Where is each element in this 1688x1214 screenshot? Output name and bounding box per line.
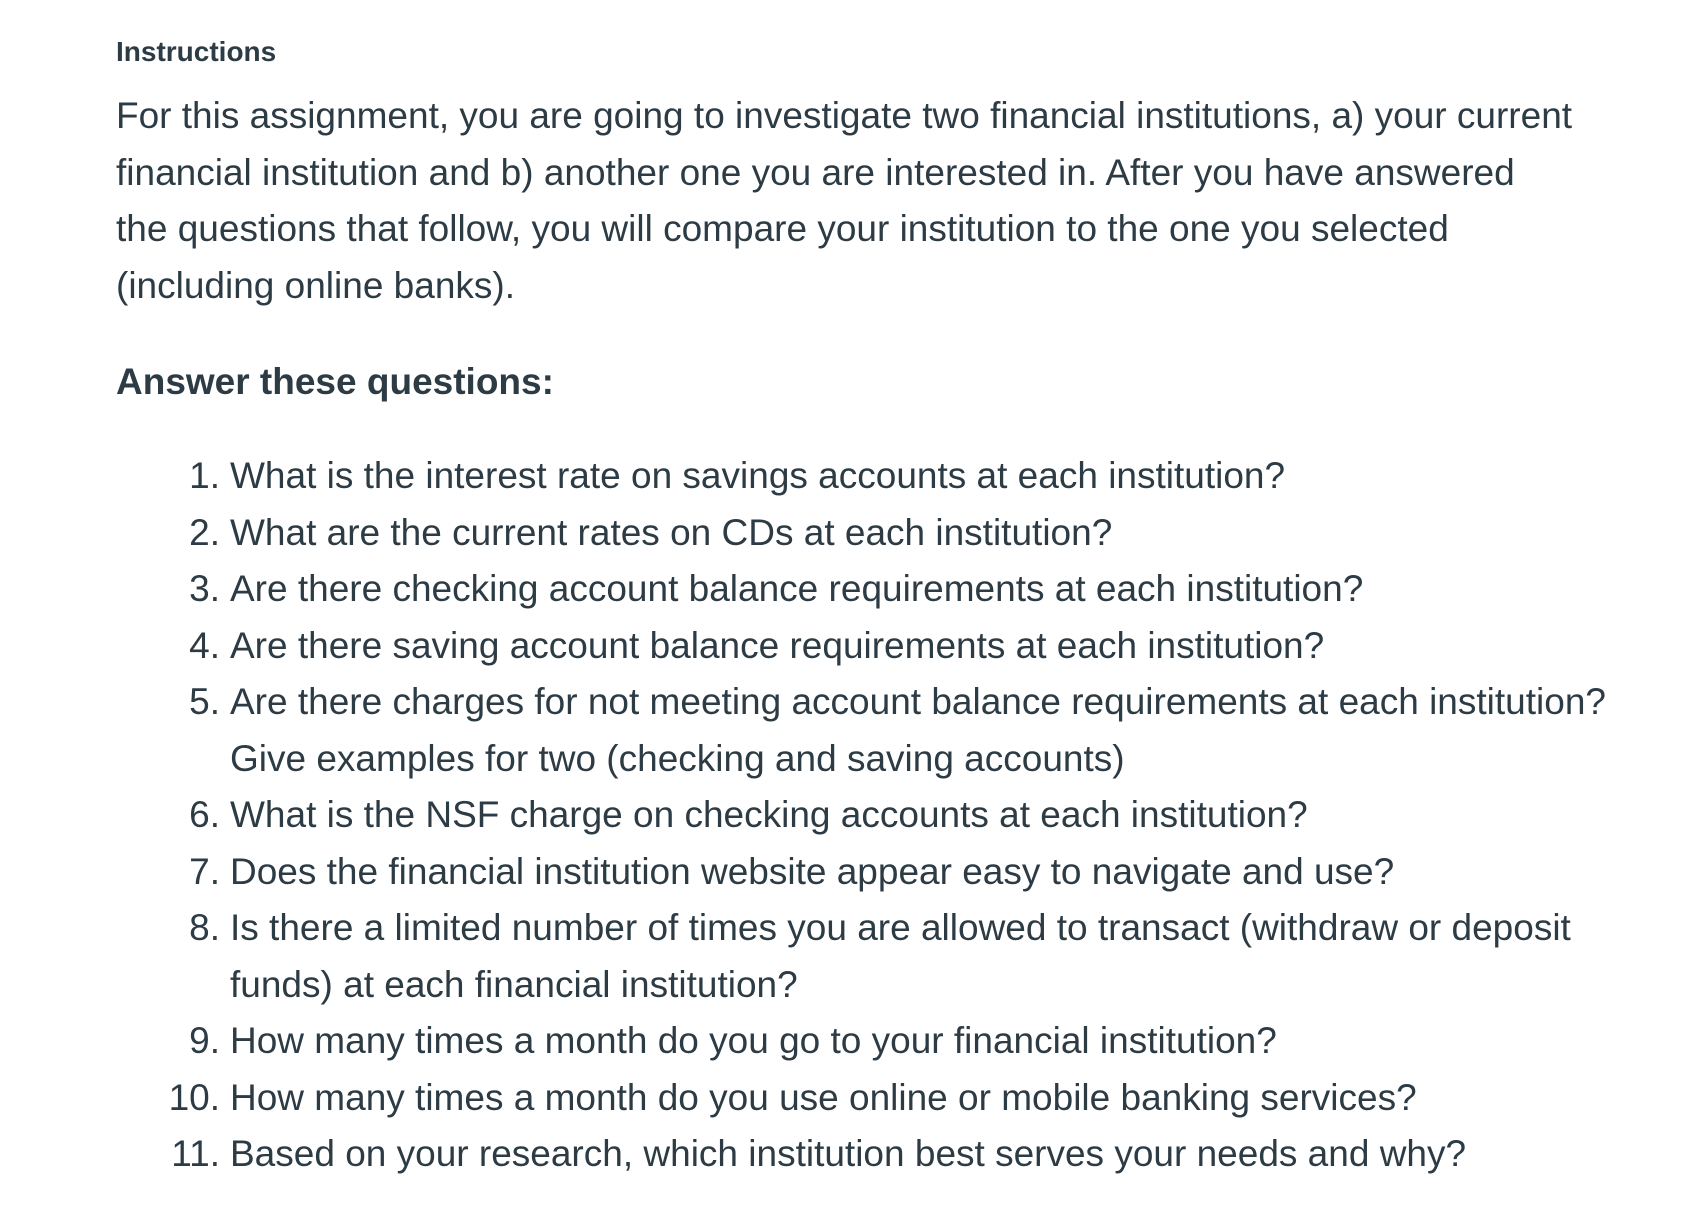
question-number: 8.: [189, 907, 220, 948]
question-item: [189, 561, 1610, 618]
question-item: [189, 618, 1610, 675]
question-item: [189, 448, 1610, 505]
question-item: [189, 787, 1610, 844]
question-text: Based on your research, which institution best serves your needs and why?: [230, 1133, 1467, 1174]
question-item: [189, 505, 1610, 562]
question-number: 2.: [189, 511, 220, 553]
question-number: 11.: [171, 1133, 220, 1174]
question-number: 4.: [189, 624, 220, 666]
question-item: [189, 900, 1610, 1013]
question-number: 5.: [189, 681, 220, 722]
question-number: 6.: [189, 794, 220, 835]
question-number: 10.: [168, 1076, 220, 1118]
question-text: What are the current rates on CDs at each institution?: [230, 511, 1113, 553]
question-item: [189, 674, 1610, 787]
question-text: Are there saving account balance requirements at each institution?: [230, 624, 1325, 666]
question-text: How many times a month do you use online or mobile banking services?: [230, 1076, 1417, 1118]
question-text: Does the financial institution website appear easy to navigate and use?: [230, 850, 1395, 892]
question-number: 7.: [189, 850, 220, 892]
question-item: [171, 1126, 1610, 1183]
question-text: Are there charges for not meeting account balance requirements at each institution? Give examples for two (checking and saving accounts): [230, 681, 1606, 779]
answer-heading: Answer these questions:: [116, 361, 554, 402]
question-item: [189, 1013, 1610, 1070]
question-number: 9.: [189, 1020, 220, 1061]
question-item: [168, 1070, 1610, 1127]
question-text: What is the interest rate on savings accounts at each institution?: [230, 455, 1286, 496]
question-text: What is the NSF charge on checking accounts at each institution?: [230, 794, 1308, 835]
question-number: 1.: [189, 455, 220, 496]
question-list: [168, 448, 1610, 1183]
question-text: How many times a month do you go to your financial institution?: [230, 1020, 1277, 1061]
section-title: Instructions: [116, 36, 277, 67]
intro-paragraph: For this assignment, you are going to investigate two financial institutions, a) your current financial institution and b) another one you are interested in. After you have answered the questions that follow, you will compare your institution to the one you selected (including online banks).: [116, 95, 1573, 306]
question-text: Is there a limited number of times you are allowed to transact (withdraw or deposit funds) at each financial institution?: [230, 907, 1571, 1005]
question-number: 3.: [189, 568, 220, 609]
question-text: Are there checking account balance requirements at each institution?: [230, 568, 1364, 609]
question-item: [189, 844, 1610, 901]
